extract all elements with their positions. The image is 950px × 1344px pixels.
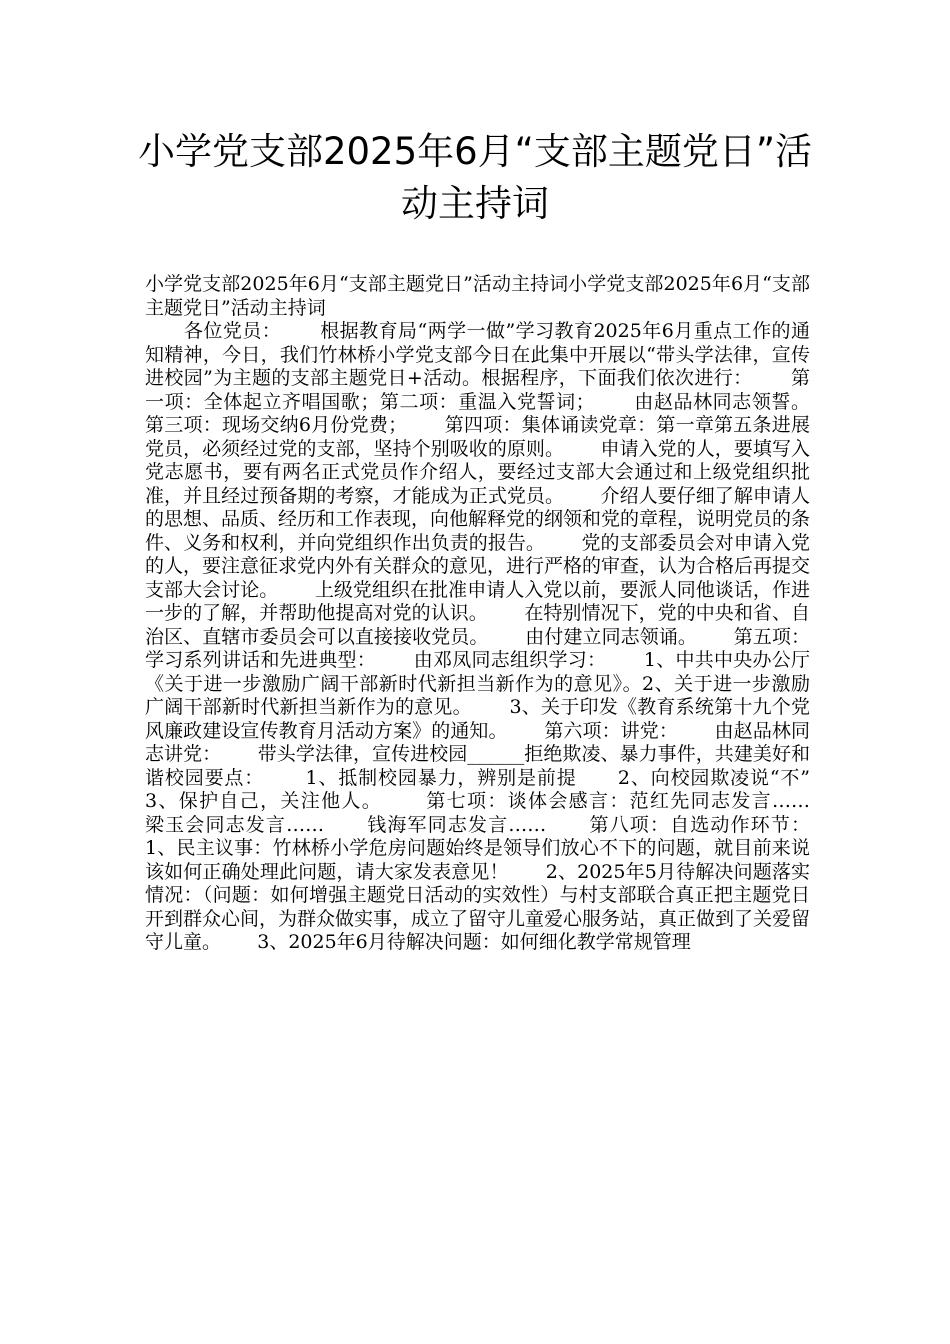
document-title: 小学党支部2025年6月“支部主题党日”活动主持词 xyxy=(137,130,813,225)
document-body-text: 小学党支部2025年6月“支部主题党日”活动主持词小学党支部2025年6月“支部主题党日”活动主持词 各位党员： 根据教育局“两学一做”学习教育2025年6月重点工作的通知精神，今日，我们竹林桥小学党支部今日在此集中开展以“带头学法律，宣传进校园”为主题的支部主题党日+活动。根据程序，下面我们依次进行： 第一项：全体起立齐唱国歌；第二项：重温入党誓词； 由赵品林同志领誓。 第三项：现场交纳6月份党费； 第四项：集体诵读党章：第一章第五条进展党员，必须经过党的支部，坚持个别吸收的原则。 申请入党的人，要填写入党志愿书，要有两名正式党员作介绍人，要经过支部大会通过和上级党组织批准，并且经过预备期的考察，才能成为正式党员。 介绍人要仔细了解申请人的思想、品质、经历和工作表现，向他解释党的纲领和党的章程，说明党员的条件、义务和权利，并向党组织作出负责的报告。 党的支部委员会对申请入党的人，要注意征求党内外有关群众的意见，进行严格的审查，认为合格后再提交支部大会讨论。 上级党组织在批准申请人入党以前，要派人同他谈话，作进一步的了解，并帮助他提高对党的认识。 在特别情况下，党的中央和省、自治区、直辖市委员会可以直接接收党员。 由付建立同志领诵。 第五项：学习系列讲话和先进典型： 由邓凤同志组织学习： 1、中共中央办公厅《关于进一步激励广阔干部新时代新担当新作为的意见》。2、关于进一步激励广阔干部新时代新担当新作为的意见。 3、关于印发《教育系统第十九个党风廉政建设宣传教育月活动方案》的通知。 第六项：讲党： 由赵品林同志讲党： 带头学法律，宣传进校园______拒绝欺凌、暴力事件，共建美好和谐校园要点： 1、抵制校园暴力，辨别是前提 2、向校园欺凌说“不” 3、保护自己，关注他人。 第七项：谈体会感言：范红先同志发言…… 梁玉会同志发言…… 钱海军同志发言…… 第八项：自选动作环节： 1、民主议事：竹林桥小学危房问题始终是领导们放心不下的问题，就目前来说该如何正确处理此问题，请大家发表意见！ 2、2025年5月待解决问题落实情况：（问题：如何增强主题党日活动的实效性）与村支部联合真正把主题党日开到群众心间，为群众做实事，成立了留守儿童爱心服务站，真正做到了关爱留守儿童。 3、2025年6月待解决问题：如何细化教学常规管理 xyxy=(145,273,811,953)
